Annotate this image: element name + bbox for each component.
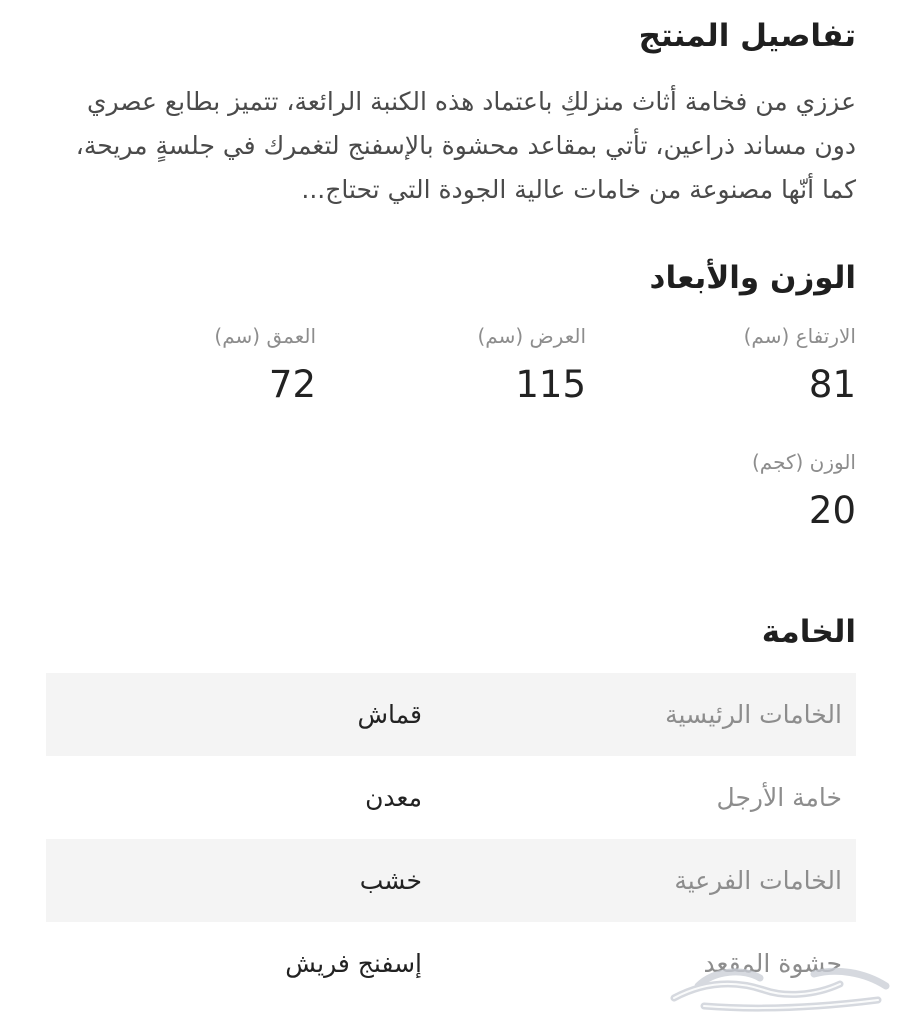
- product-description: عززي من فخامة أثاث منزلكِ باعتماد هذه الكنبة الرائعة، تتميز بطابع عصري دون مساند ذراعين، تأتي بمقاعد محشوة بالإسفنج لتغمرك في جلسةٍ مريحة، كما أنّها مصنوعة من خامات عالية الجودة التي تحتاج...: [75, 87, 856, 204]
- weight-dimension: [752, 448, 856, 534]
- legs-material-value: معدن: [365, 783, 422, 812]
- sub-material-value: خشب: [359, 866, 422, 895]
- sub-material-label: الخامات الفرعية: [674, 866, 842, 895]
- haraj-logo-watermark-icon: [664, 962, 896, 1014]
- width-dimension: [477, 322, 586, 408]
- height-dimension: [744, 322, 856, 408]
- table-row: [46, 756, 856, 839]
- depth-value: 72: [268, 363, 316, 406]
- weight-dimensions-title: الوزن والأبعاد: [649, 260, 856, 296]
- height-label: الارتفاع (سم): [743, 324, 856, 348]
- height-value: 81: [808, 363, 856, 406]
- weight-value: 20: [808, 489, 856, 532]
- seat-filling-label: حشوة المقعد: [703, 949, 842, 978]
- material-title: الخامة: [761, 614, 856, 650]
- depth-dimension: [214, 322, 316, 408]
- seat-filling-value: إسفنج فريش: [285, 949, 422, 978]
- table-row: [46, 673, 856, 756]
- legs-material-label: خامة الأرجل: [716, 783, 842, 812]
- table-row: [46, 839, 856, 922]
- width-label: العرض (سم): [477, 324, 586, 348]
- product-details-title: تفاصيل المنتج: [638, 18, 856, 54]
- main-material-label: الخامات الرئيسية: [665, 700, 842, 729]
- weight-label: الوزن (كجم): [751, 450, 856, 474]
- product-details-page: [46, 0, 856, 1020]
- main-material-value: قماش: [357, 700, 422, 729]
- material-table: [46, 673, 856, 1005]
- depth-label: العمق (سم): [214, 324, 316, 348]
- width-value: 115: [515, 363, 586, 406]
